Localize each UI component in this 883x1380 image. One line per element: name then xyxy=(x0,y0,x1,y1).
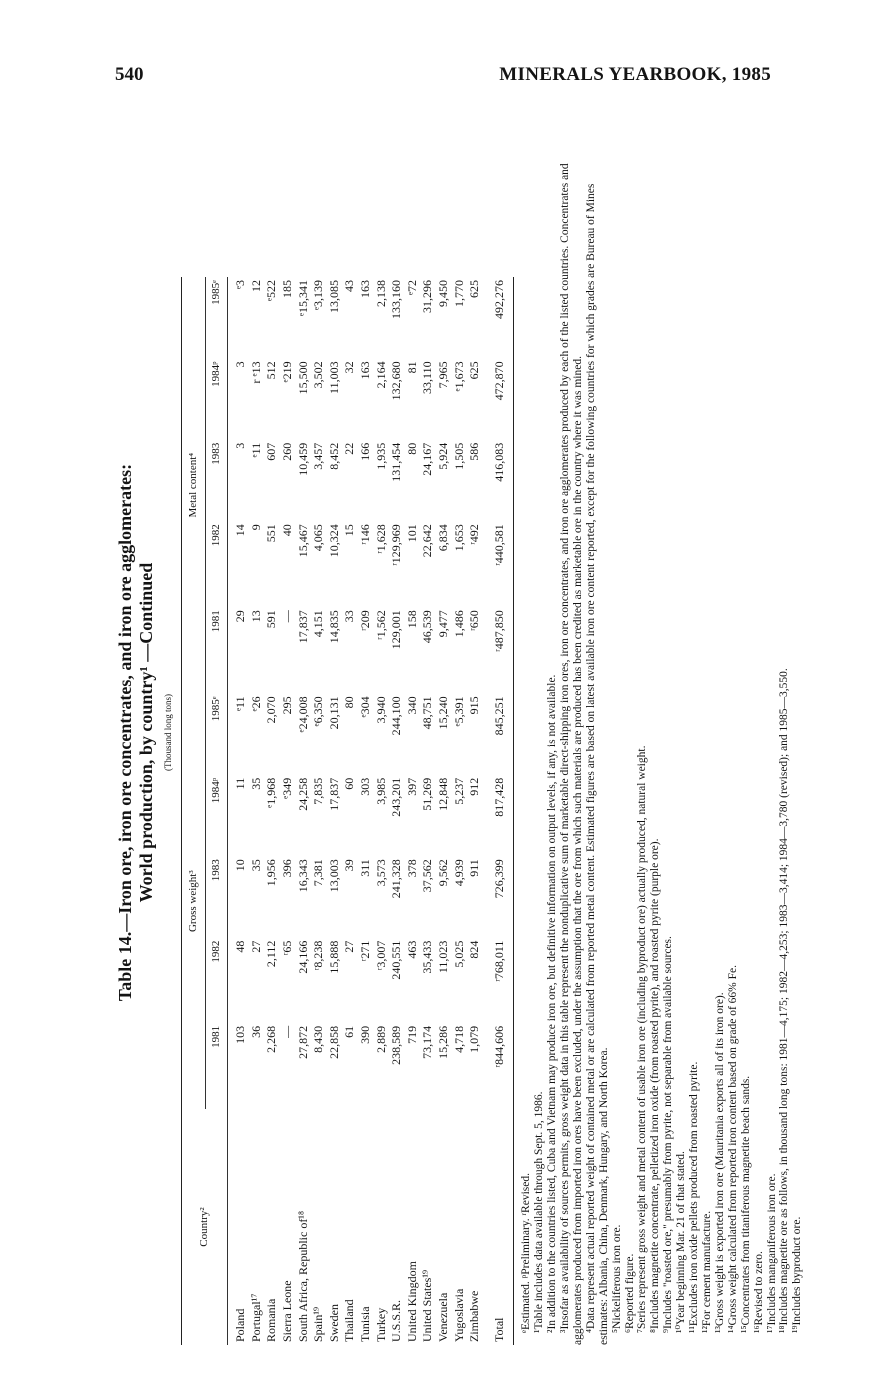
gross-value: 35 xyxy=(248,777,263,790)
table-row xyxy=(374,277,390,1345)
production-table xyxy=(181,277,514,1345)
gross-value: 3,940 xyxy=(373,696,388,724)
metal-value: 33 xyxy=(342,610,357,623)
gross-value: 2,112 xyxy=(264,940,279,968)
metal-value: 1,935 xyxy=(373,442,388,470)
footnote: ⁹Includes "roasted ore," presumably from pyrite, not separable from available sources. xyxy=(662,936,675,1333)
gross-value: 295 xyxy=(279,696,294,715)
gross-value: 73,174 xyxy=(420,1025,435,1059)
metal-value: 40 xyxy=(279,524,294,537)
gross-value: ʳ844,606 xyxy=(491,1025,506,1068)
table-row xyxy=(405,277,421,1345)
metal-value: 13,085 xyxy=(326,280,341,313)
table-title-line-2: World production, by country¹ —Continued xyxy=(136,562,156,903)
gross-value: 22,858 xyxy=(326,1025,341,1059)
metal-value: 3 xyxy=(233,361,248,368)
gross-value: 311 xyxy=(357,859,372,877)
country-column-header: Country² xyxy=(182,1109,228,1345)
footnote: ¹⁵Concentrates from titaniferous magnetite beach sands. xyxy=(739,1075,752,1333)
gross-value: 5,025 xyxy=(451,940,466,968)
country-name: Romania xyxy=(264,1298,279,1342)
metal-value: ʳ650 xyxy=(467,610,482,631)
footnote: ¹⁴Gross weight calculated from reported iron content based on grade of 66% Fe. xyxy=(726,965,739,1333)
table-title xyxy=(115,120,157,1345)
metal-value: ʳ1,562 xyxy=(373,610,388,640)
metal-value: 2,138 xyxy=(373,280,388,307)
country-name: Thailand xyxy=(342,1299,357,1342)
gross-value: 11 xyxy=(233,777,248,790)
metal-value: 32 xyxy=(342,361,357,374)
footnote: ¹⁶Revised to zero. xyxy=(752,1251,765,1333)
table-row xyxy=(358,277,374,1345)
country-name: South Africa, Republic of¹⁸ xyxy=(295,1210,310,1342)
gross-value: 845,251 xyxy=(491,696,506,736)
metal-value: 586 xyxy=(467,442,482,461)
metal-value: 22 xyxy=(342,442,357,455)
gross-value: 2,889 xyxy=(373,1025,388,1053)
metal-value: 132,680 xyxy=(389,361,404,401)
gross-value: 10 xyxy=(233,859,248,872)
metal-value: 591 xyxy=(264,610,279,629)
gross-value: 61 xyxy=(342,1025,357,1038)
gross-value: 27 xyxy=(342,940,357,953)
metal-value: 3,502 xyxy=(311,361,326,389)
country-name: Total xyxy=(491,1317,506,1342)
metal-value: 9,477 xyxy=(435,610,450,638)
gross-value: 3,985 xyxy=(373,777,388,805)
footnote: ⁴Data represent actual reported weight of contained metal or are calculated from reported metal content. Estimated figures are based on latest available iron ore content reported, except for the following countries for which grades are Bureau of Mines estimates: Albania, China, Denmark, Hungary, and North Korea. xyxy=(584,183,610,1345)
footnote: ᵉEstimated. ᵖPreliminary. ʳRevised. xyxy=(520,1173,533,1333)
metal-value: 33,110 xyxy=(420,361,435,394)
gross-value: 51,269 xyxy=(420,777,435,811)
table-row xyxy=(342,277,358,1345)
metal-value: 9 xyxy=(248,524,263,531)
metal-value: 3 xyxy=(233,442,248,449)
country-name: Turkey xyxy=(373,1307,388,1342)
gross-value: 17,837 xyxy=(326,777,341,811)
gross-value: 103 xyxy=(233,1025,248,1044)
gross-value: 48,751 xyxy=(420,696,435,730)
gross-value: ʳ65 xyxy=(279,940,294,956)
footnote: ⁶Reported figure. xyxy=(623,1253,636,1333)
table-row xyxy=(436,277,452,1345)
gross-value: 719 xyxy=(404,1025,419,1044)
gross-year-header: 1984ᵖ xyxy=(205,775,228,856)
metal-value: 1,486 xyxy=(451,610,466,638)
gross-value: 36 xyxy=(248,1025,263,1038)
metal-value: ᵉ11 xyxy=(248,442,263,458)
table-unit: (Thousand long tons) xyxy=(163,694,173,771)
gross-value: 4,939 xyxy=(451,859,466,887)
metal-value: 101 xyxy=(404,524,419,543)
gross-value: 244,100 xyxy=(389,696,404,736)
metal-value: 3,457 xyxy=(311,442,326,470)
table-row xyxy=(389,277,405,1345)
metal-value: ʳ1,628 xyxy=(373,524,388,554)
footnote: ¹²For cement manufacture. xyxy=(700,1210,713,1333)
footnote: ⁷Series represent gross weight and metal content of usable iron ore (including byproduct ore) actually produced, natural weight. xyxy=(636,745,649,1333)
metal-year-header: 1984ᵖ xyxy=(205,358,228,439)
country-name: Poland xyxy=(233,1308,248,1342)
metal-value: 607 xyxy=(264,442,279,461)
gross-year-header: 1985ᵉ xyxy=(205,693,228,774)
metal-value: 14 xyxy=(233,524,248,537)
metal-value: 131,454 xyxy=(389,442,404,482)
metal-value: 1,505 xyxy=(451,442,466,470)
gross-value: 2,070 xyxy=(264,696,279,724)
gross-value: 35 xyxy=(248,859,263,872)
metal-value: 10,324 xyxy=(326,524,341,558)
gross-value: ʳ8,238 xyxy=(311,940,326,971)
gross-value: 390 xyxy=(357,1025,372,1044)
table-row xyxy=(264,277,280,1345)
footnotes xyxy=(520,145,804,1345)
country-name: Portugal¹⁷ xyxy=(248,1293,263,1342)
footnote: ¹⁸Includes magnetite ore as follows, in thousand long tons: 1981—4,175; 1982—4,253; 1983—3,414; 1984—3,780 (revised); and 1985—3,550. xyxy=(778,668,791,1333)
gross-weight-header: Gross weight³ xyxy=(182,693,206,1109)
metal-value: — xyxy=(279,610,294,623)
metal-value: 6,834 xyxy=(435,524,450,552)
gross-value: 397 xyxy=(404,777,419,796)
country-name: Zimbabwe xyxy=(467,1290,482,1342)
gross-value: 378 xyxy=(404,859,419,878)
total-row xyxy=(483,277,514,1345)
metal-value: 2,164 xyxy=(373,361,388,389)
gross-value: ʳ768,011 xyxy=(491,940,506,982)
metal-year-header: 1985ᵉ xyxy=(205,277,228,358)
gross-value: 60 xyxy=(342,777,357,790)
gross-value: 340 xyxy=(404,696,419,715)
gross-value: 303 xyxy=(357,777,372,796)
gross-value: — xyxy=(279,1025,294,1038)
metal-value: ᵉ3,139 xyxy=(311,280,326,311)
gross-value: 12,848 xyxy=(435,777,450,811)
gross-value: ᵉ6,350 xyxy=(311,696,326,727)
table-row xyxy=(452,277,468,1345)
metal-value: 15,467 xyxy=(295,524,310,558)
gross-value: 911 xyxy=(467,859,482,877)
gross-value: 9,562 xyxy=(435,859,450,887)
metal-value: 163 xyxy=(357,361,372,380)
gross-year-header: 1983 xyxy=(205,856,228,937)
gross-value: 240,551 xyxy=(389,940,404,980)
footnote: ²In addition to the countries listed, Cuba and Vietnam may produce iron ore, but definitive information on output levels, if any, is not available. xyxy=(546,674,559,1333)
gross-value: 15,286 xyxy=(435,1025,450,1059)
metal-value: 15 xyxy=(342,524,357,537)
country-name: Venezuela xyxy=(435,1292,450,1342)
metal-value: 158 xyxy=(404,610,419,629)
footnote: ⁵Nickeliferous iron ore. xyxy=(610,1224,623,1333)
gross-value: 915 xyxy=(467,696,482,715)
gross-value: 20,131 xyxy=(326,696,341,730)
metal-value: 1,653 xyxy=(451,524,466,552)
country-name: United States¹⁹ xyxy=(420,1269,435,1342)
gross-value: 39 xyxy=(342,859,357,872)
gross-value: 80 xyxy=(342,696,357,709)
metal-value: 625 xyxy=(467,280,482,298)
country-name: Sierra Leone xyxy=(279,1280,294,1342)
metal-value: 22,642 xyxy=(420,524,435,558)
metal-value: 46,539 xyxy=(420,610,435,644)
footnote: ¹⁹Includes byproduct ore. xyxy=(791,1216,804,1333)
gross-value: 13,003 xyxy=(326,859,341,893)
page-number: 540 xyxy=(115,64,144,85)
gross-value: ʳ271 xyxy=(357,940,372,962)
table-row xyxy=(327,277,343,1345)
table-row xyxy=(311,277,327,1345)
footnote: ¹⁷Includes manganiferous iron ore. xyxy=(765,1173,778,1333)
gross-value: 27,872 xyxy=(295,1025,310,1059)
metal-value: 472,870 xyxy=(491,361,506,401)
metal-value: 17,837 xyxy=(295,610,310,644)
gross-value: 11,023 xyxy=(435,940,450,974)
footnote: ¹Table includes data available through Sept. 5, 1986. xyxy=(533,1091,546,1333)
country-name: Spain¹⁹ xyxy=(311,1306,326,1342)
footnote: ¹³Gross weight is exported iron ore (Mauritania exports all of its iron ore). xyxy=(713,992,726,1333)
metal-value: ᵉ72 xyxy=(404,280,419,296)
gross-value: 726,399 xyxy=(491,859,506,899)
metal-value: 492,276 xyxy=(491,280,506,319)
gross-value: ᵉ304 xyxy=(357,696,372,718)
country-name: Tunisia xyxy=(357,1306,372,1342)
table-row xyxy=(420,277,436,1345)
metal-value: 133,160 xyxy=(389,280,404,319)
gross-value: 37,562 xyxy=(420,859,435,893)
running-title: MINERALS YEARBOOK, 1985 xyxy=(499,64,771,85)
metal-year-header: 1981 xyxy=(205,607,228,693)
metal-value: 260 xyxy=(279,442,294,461)
gross-value: 16,343 xyxy=(295,859,310,893)
metal-value: 129,001 xyxy=(389,610,404,650)
gross-value: 238,589 xyxy=(389,1025,404,1065)
gross-value: ᵉ1,968 xyxy=(264,777,279,808)
gross-value: 7,835 xyxy=(311,777,326,805)
table-row xyxy=(228,277,249,1345)
metal-value: ᵉ522 xyxy=(264,280,279,302)
metal-value: 8,452 xyxy=(326,442,341,470)
gross-value: 824 xyxy=(467,940,482,959)
gross-value: ᵉ26 xyxy=(248,696,263,712)
metal-value: 43 xyxy=(342,280,357,292)
country-name: Yugoslavia xyxy=(451,1288,466,1342)
gross-value: 5,237 xyxy=(451,777,466,805)
metal-value: ʳ492 xyxy=(467,524,482,545)
metal-value: ᵉ219 xyxy=(279,361,294,383)
metal-value: 7,965 xyxy=(435,361,450,389)
metal-value: 166 xyxy=(357,442,372,461)
gross-value: 396 xyxy=(279,859,294,878)
gross-year-header: 1981 xyxy=(205,1023,228,1109)
gross-value: 2,268 xyxy=(264,1025,279,1053)
gross-value: 4,718 xyxy=(451,1025,466,1053)
footnote: ¹¹Excludes iron oxide pellets produced from roasted pyrite. xyxy=(688,1061,701,1333)
table-title-line-1: Table 14.—Iron ore, iron ore concentrates, and iron ore agglomerates: xyxy=(115,463,135,1002)
metal-content-header: Metal content⁴ xyxy=(182,277,206,693)
metal-value: 551 xyxy=(264,524,279,543)
gross-value: 24,258 xyxy=(295,777,310,811)
gross-value: 15,240 xyxy=(435,696,450,730)
gross-value: 817,428 xyxy=(491,777,506,817)
metal-value: 12 xyxy=(248,280,263,292)
metal-value: ᵉ3 xyxy=(233,280,248,290)
table-row xyxy=(280,277,296,1345)
metal-value: 24,167 xyxy=(420,442,435,476)
metal-value: 10,459 xyxy=(295,442,310,476)
gross-value: ᵉ349 xyxy=(279,777,294,799)
table-row xyxy=(467,277,483,1345)
table-row xyxy=(296,277,312,1345)
metal-value: ᵉ1,673 xyxy=(451,361,466,392)
metal-value: 15,500 xyxy=(295,361,310,395)
gross-value: 1,079 xyxy=(467,1025,482,1053)
gross-value: 7,381 xyxy=(311,859,326,887)
country-name: U.S.S.R. xyxy=(389,1299,404,1342)
gross-value: ᵉ5,391 xyxy=(451,696,466,727)
footnote: ¹⁰Year beginning Mar. 21 of that stated. xyxy=(675,1151,688,1333)
metal-value: 80 xyxy=(404,442,419,455)
metal-value: 625 xyxy=(467,361,482,380)
gross-value: 15,888 xyxy=(326,940,341,974)
metal-value: 185 xyxy=(279,280,294,298)
metal-value: 1,770 xyxy=(451,280,466,307)
metal-value: ʳ487,850 xyxy=(491,610,506,652)
rotated-table-block xyxy=(115,120,815,1345)
metal-value: 4,151 xyxy=(311,610,326,638)
gross-value: ᵉ24,008 xyxy=(295,696,310,733)
metal-value: 4,065 xyxy=(311,524,326,552)
metal-value: 416,083 xyxy=(491,442,506,482)
metal-value: ʳ146 xyxy=(357,524,372,545)
gross-value: 3,573 xyxy=(373,859,388,887)
table-body xyxy=(228,277,514,1345)
gross-value: 243,201 xyxy=(389,777,404,817)
metal-year-header: 1983 xyxy=(205,440,228,521)
table-row xyxy=(249,277,265,1345)
metal-value: 512 xyxy=(264,361,279,380)
gross-value: 35,433 xyxy=(420,940,435,974)
metal-value: ʳ129,969 xyxy=(389,524,404,566)
metal-value: 14,835 xyxy=(326,610,341,644)
gross-value: 1,956 xyxy=(264,859,279,887)
gross-year-header: 1982 xyxy=(205,938,228,1023)
footnote: ³Insofar as availability of sources permits, gross weight data in this table represent the nonduplicative sum of marketable direct-shipping iron ores, iron ore concentrates, and iron ore agglomerates produced by each of the listed countries. Concentrates and agglomerates produced from imported iron ores have been excluded, under the assumption that the ore from which such materials are produced has been credited as marketable ore in the country where it was mined. xyxy=(559,163,584,1345)
metal-value: ʳ209 xyxy=(357,610,372,631)
metal-value: r ᵉ13 xyxy=(248,361,263,384)
metal-year-header: 1982 xyxy=(205,521,228,607)
country-name: Sweden xyxy=(326,1304,341,1342)
metal-value: 31,296 xyxy=(420,280,435,313)
metal-value: 13 xyxy=(248,610,263,623)
footnote: ⁸Includes magnetite concentrate, pelletized iron oxide (from roasted pyrite), and roasted pyrite (purple ore). xyxy=(649,838,662,1333)
gross-value: 24,166 xyxy=(295,940,310,974)
gross-value: 463 xyxy=(404,940,419,959)
metal-value: 11,003 xyxy=(326,361,341,394)
gross-value: 912 xyxy=(467,777,482,796)
metal-value: 29 xyxy=(233,610,248,623)
metal-value: 163 xyxy=(357,280,372,298)
metal-value: 9,450 xyxy=(435,280,450,307)
metal-value: ᵉ15,341 xyxy=(295,280,310,317)
metal-value: 5,924 xyxy=(435,442,450,470)
gross-value: 27 xyxy=(248,940,263,953)
metal-value: ʳ440,581 xyxy=(491,524,506,566)
country-name: United Kingdom xyxy=(404,1261,419,1342)
gross-value: ʳ3,007 xyxy=(373,940,388,971)
gross-value: 8,430 xyxy=(311,1025,326,1053)
gross-value: 48 xyxy=(233,940,248,953)
gross-value: 241,328 xyxy=(389,859,404,899)
metal-value: 81 xyxy=(404,361,419,374)
gross-value: ᵉ11 xyxy=(233,696,248,712)
